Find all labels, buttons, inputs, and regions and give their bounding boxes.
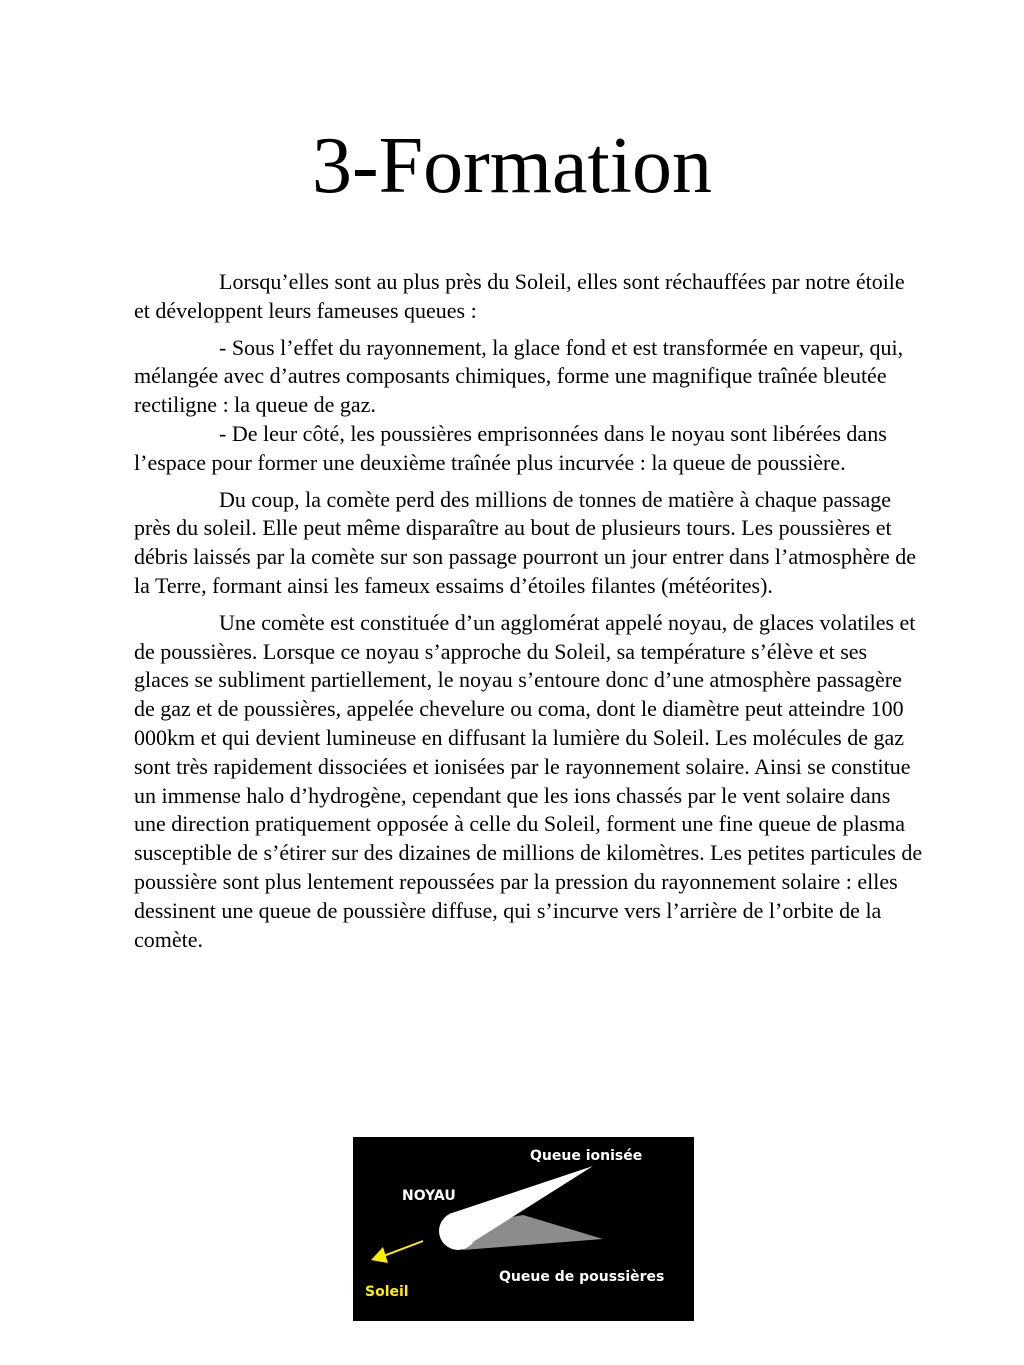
- paragraph-structure: Une comète est constituée d’un agglomérat appelé noyau, de glaces volatiles et de poussières. Lorsque ce noyau s’approche du Soleil, sa température s’élève et ses glaces se subliment partiellement, le noyau s’entoure donc d’une atmosphère passagère de gaz et de poussières, appelée chevelure ou coma, dont le diamètre peut atteindre 100 000km et qui devient lumineuse en diffusant la lumière du Soleil. Les molécules de gaz sont très rapidement dissociées et ionisées par le rayonnement solaire. Ainsi se constitue un immense halo d’hydrogène, cependant que les ions chassés par le vent solaire dans une direction pratiquement opposée à celle du Soleil, forment une fine queue de plasma susceptible de s’étirer sur des dizaines de millions de kilomètres. Les petites particules de poussière sont plus lentement repoussées par la pression du rayonnement solaire : elles dessinent une queue de poussière diffuse, qui s’incurve vers l’arrière de l’orbite de la comète.: [134, 609, 923, 952]
- page-title: 3-Formation: [312, 122, 712, 210]
- paragraph-intro: Lorsqu’elles sont au plus près du Soleil, elles sont réchauffées par notre étoile et développent leurs fameuses queues :: [134, 269, 905, 323]
- sun-arrow-line: [381, 1241, 423, 1257]
- paragraph-gas-tail: - Sous l’effet du rayonnement, la glace fond et est transformée en vapeur, qui, mélangée avec d’autres composants chimiques, forme une magnifique traînée bleutée rectiligne : la queue de gaz.: [134, 334, 904, 418]
- paragraph-dust-tail: - De leur côté, les poussières emprisonnées dans le noyau sont libérées dans l’espace pour former une deuxième traînée plus incurvée : la queue de poussière.: [134, 420, 887, 475]
- label-sun: Soleil: [365, 1284, 409, 1300]
- sun-arrow-head: [371, 1247, 388, 1263]
- body-text: [134, 268, 924, 954]
- label-dust-tail: Queue de poussières: [499, 1269, 665, 1285]
- nucleus-coma: [439, 1212, 477, 1250]
- label-nucleus: NOYAU: [402, 1188, 456, 1204]
- comet-diagram: [353, 1137, 694, 1321]
- label-ion-tail: Queue ionisée: [530, 1148, 643, 1164]
- paragraph-mass-loss: Du coup, la comète perd des millions de tonnes de matière à chaque passage près du soleil. Elle peut même disparaître au bout de plusieurs tours. Les poussières et débris laissés par la comète sur son passage pourront un jour entrer dans l’atmosphère de la Terre, formant ainsi les fameux essaims d’étoiles filantes (météorites).: [134, 486, 916, 598]
